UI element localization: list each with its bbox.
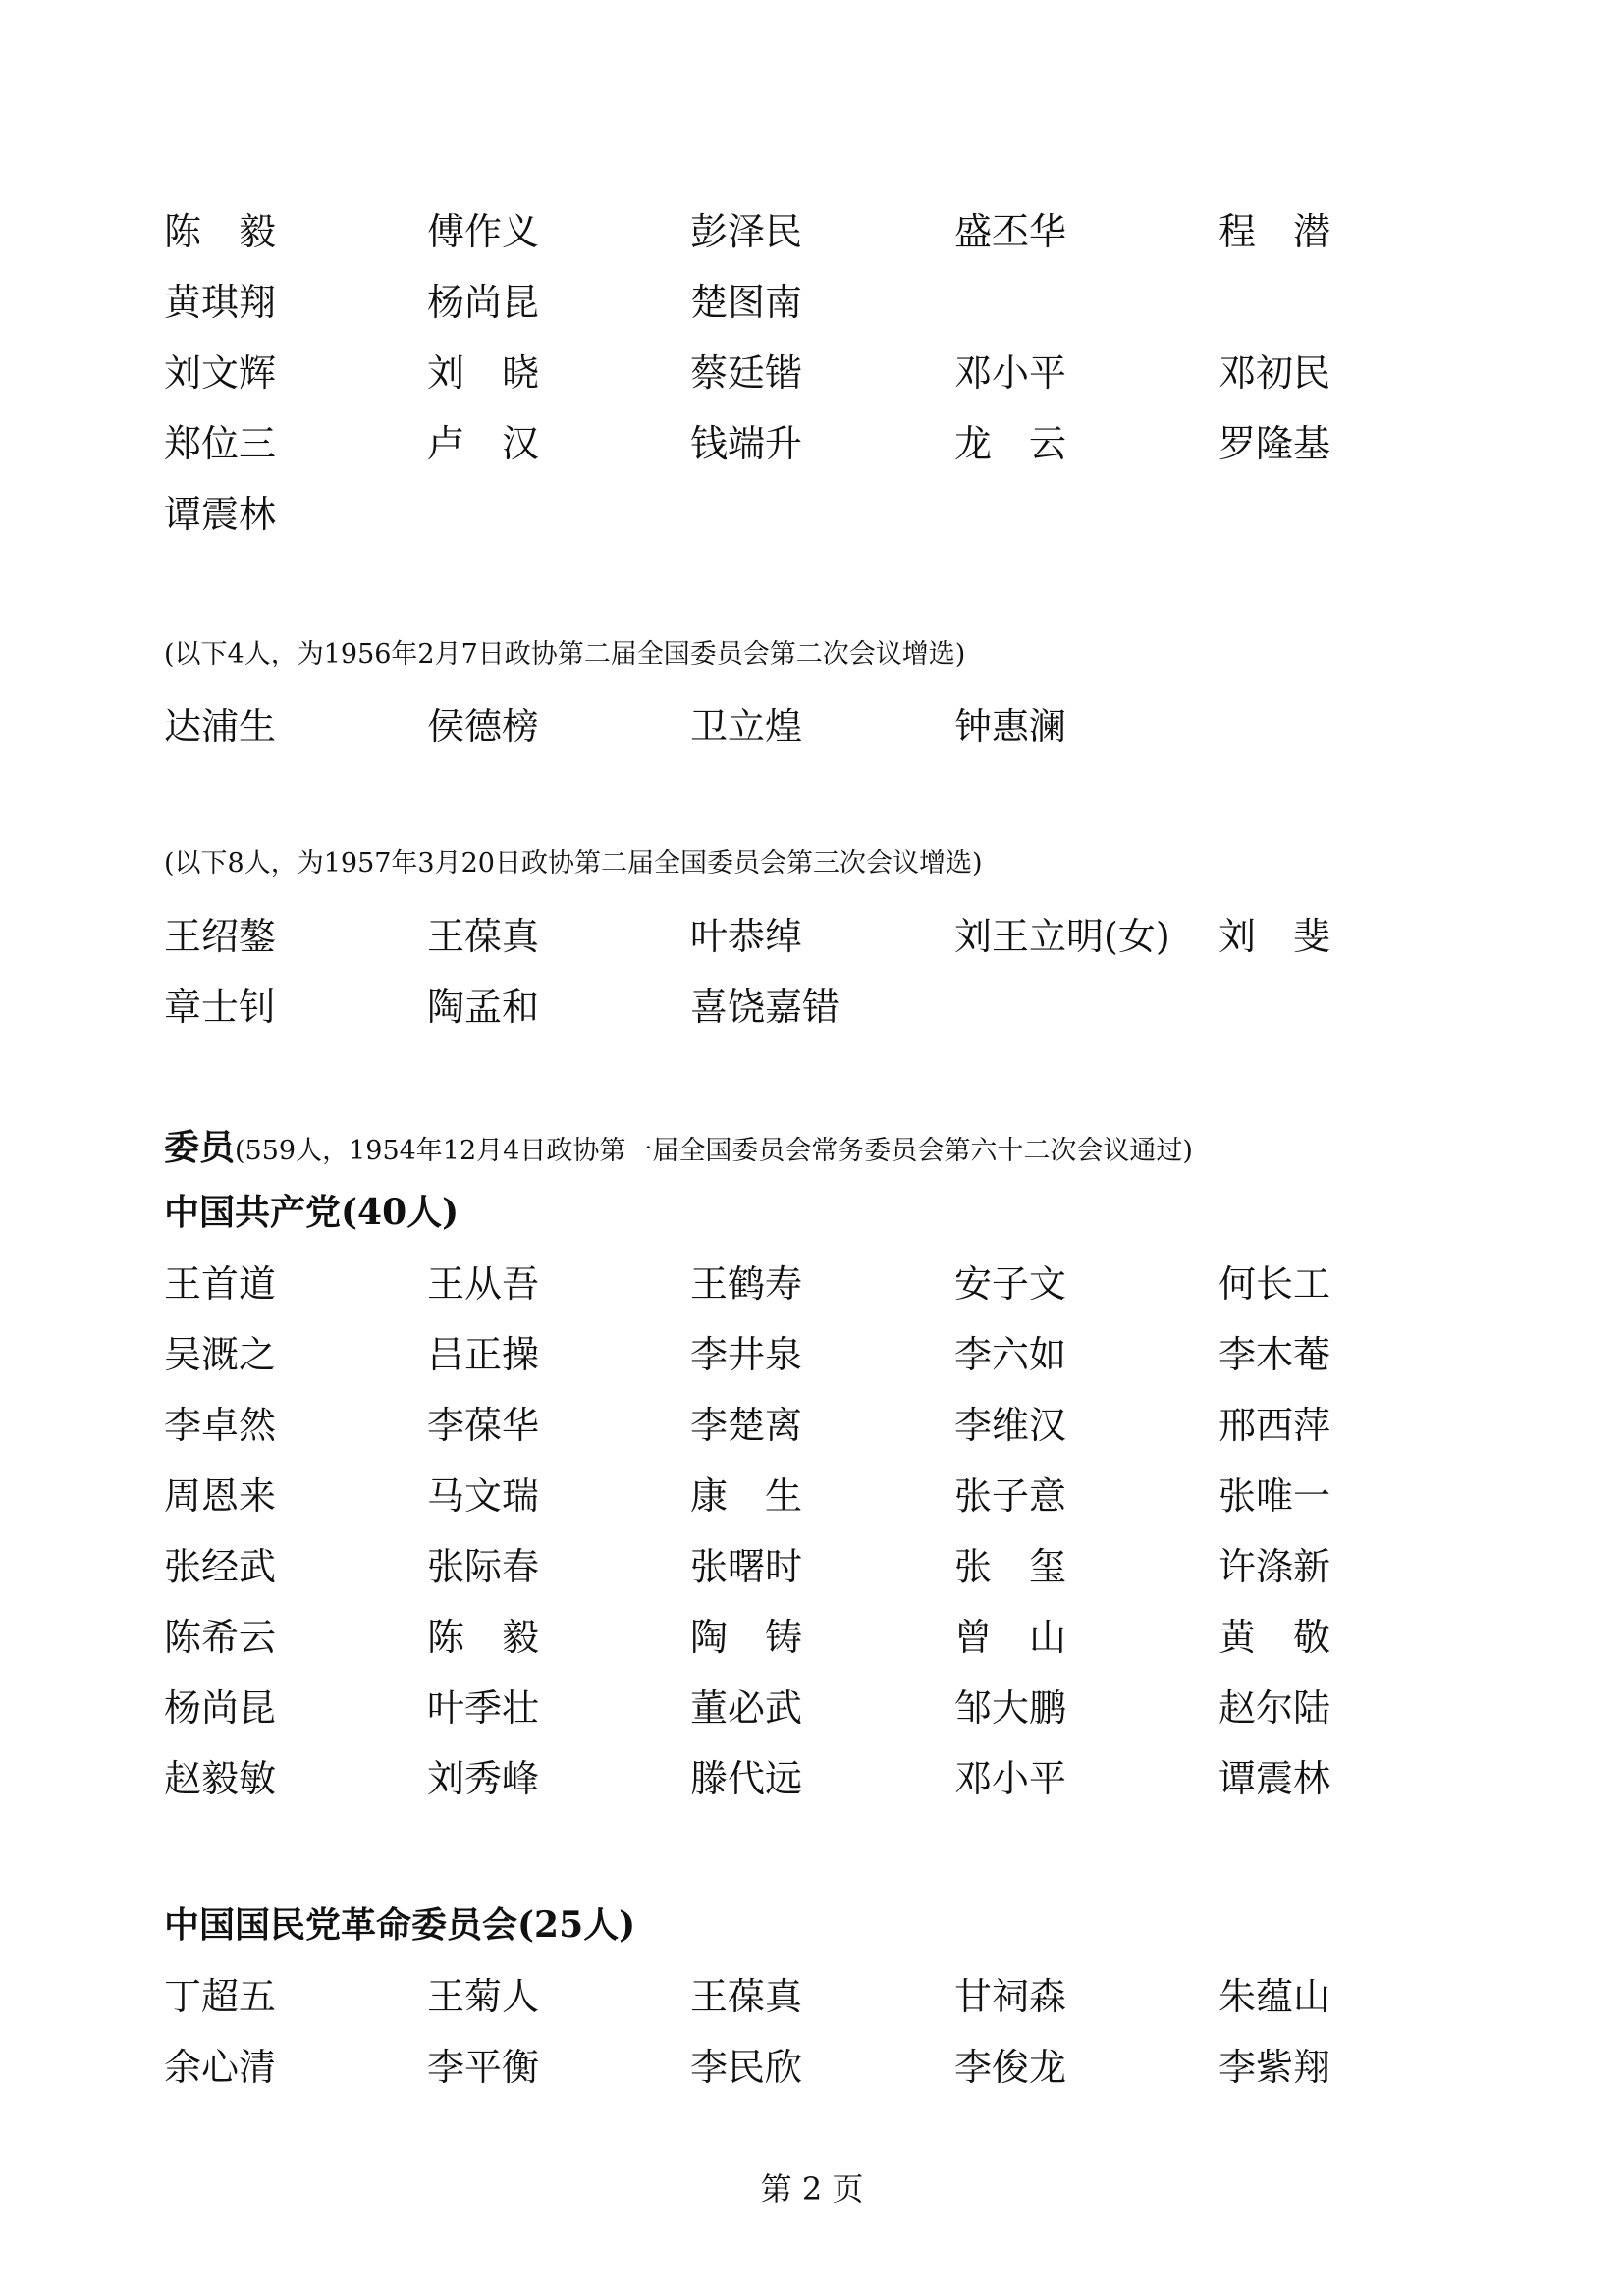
person-name: 邹大鹏	[954, 1686, 1067, 1730]
name-row	[164, 267, 1519, 338]
person-name: 张际春	[427, 1545, 540, 1588]
person-name: 章士钊	[164, 986, 277, 1029]
person-name: 邓小平	[954, 1757, 1067, 1800]
person-name: 周恩来	[164, 1474, 277, 1518]
person-name: 卢 汉	[427, 422, 540, 465]
person-name: 朱蕴山	[1218, 1975, 1331, 2018]
members-heading	[164, 1123, 1193, 1176]
person-name: 董必武	[690, 1686, 803, 1730]
person-name: 达浦生	[164, 705, 277, 748]
person-name: 卫立煌	[690, 705, 803, 748]
person-name: 黄 敬	[1218, 1616, 1331, 1659]
person-name: 康 生	[690, 1474, 803, 1518]
person-name: 叶季壮	[427, 1686, 540, 1730]
person-name: 赵毅敏	[164, 1757, 277, 1800]
person-name: 余心清	[164, 2046, 277, 2089]
person-name: 王葆真	[427, 915, 540, 958]
name-row	[164, 691, 1519, 762]
person-name: 程 潜	[1218, 210, 1331, 253]
person-name: 刘 晓	[427, 351, 540, 395]
person-name: 许涤新	[1218, 1545, 1331, 1588]
person-name: 刘秀峰	[427, 1757, 540, 1800]
name-row	[164, 408, 1519, 479]
person-name: 李维汉	[954, 1404, 1067, 1447]
person-name: 李六如	[954, 1333, 1067, 1376]
person-name: 喜饶嘉错	[690, 986, 840, 1029]
person-name: 赵尔陆	[1218, 1686, 1331, 1730]
person-name: 王菊人	[427, 1975, 540, 2018]
person-name: 丁超五	[164, 1975, 277, 2018]
person-name: 王葆真	[690, 1975, 803, 2018]
names-1956-additions	[164, 691, 1519, 762]
person-name: 邓初民	[1218, 351, 1331, 395]
members-note: (559人，1954年12月4日政协第一届全国委员会常务委员会第六十二次会议通过)	[235, 1136, 1193, 1166]
person-name: 邢西萍	[1218, 1404, 1331, 1447]
person-name: 王绍鏊	[164, 915, 277, 958]
standing-committee-names-continued	[164, 196, 1519, 550]
person-name: 李民欣	[690, 2046, 803, 2089]
cpc-heading: 中国共产党(40人)	[164, 1192, 460, 1233]
person-name: 罗隆基	[1218, 422, 1331, 465]
person-name: 叶恭绰	[690, 915, 803, 958]
person-name: 陈 毅	[164, 210, 277, 253]
person-name: 李俊龙	[954, 2046, 1067, 2089]
name-row	[164, 196, 1519, 267]
person-name: 张 玺	[954, 1545, 1067, 1588]
person-name: 张曙时	[690, 1545, 803, 1588]
name-row	[164, 1319, 1519, 1390]
person-name: 李木菴	[1218, 1333, 1331, 1376]
person-name: 侯德榜	[427, 705, 540, 748]
person-name: 钟惠澜	[954, 705, 1067, 748]
cpc-member-names	[164, 1249, 1519, 1814]
person-name: 蔡廷锴	[690, 351, 803, 395]
person-name: 钱端升	[690, 422, 803, 465]
person-name: 楚图南	[690, 281, 803, 324]
person-name: 曾 山	[954, 1616, 1067, 1659]
person-name: 王鹤寿	[690, 1262, 803, 1306]
person-name: 彭泽民	[690, 210, 803, 253]
person-name: 何长工	[1218, 1262, 1331, 1306]
person-name: 李楚离	[690, 1404, 803, 1447]
person-name: 李卓然	[164, 1404, 277, 1447]
page-number: 第 2 页	[760, 2170, 864, 2208]
person-name: 王从吾	[427, 1262, 540, 1306]
person-name: 甘祠森	[954, 1975, 1067, 2018]
person-name: 杨尚昆	[427, 281, 540, 324]
person-name: 盛丕华	[954, 210, 1067, 253]
name-row	[164, 901, 1519, 972]
kmt-rev-heading: 中国国民党革命委员会(25人)	[164, 1904, 636, 1946]
name-row	[164, 1602, 1519, 1673]
person-name: 刘 斐	[1218, 915, 1331, 958]
note-1956-additions: (以下4人，为1956年2月7日政协第二届全国委员会第二次会议增选)	[164, 639, 966, 669]
names-1957-additions	[164, 901, 1519, 1042]
person-name: 安子文	[954, 1262, 1067, 1306]
person-name: 李平衡	[427, 2046, 540, 2089]
person-name: 陶孟和	[427, 986, 540, 1029]
person-name: 陶 铸	[690, 1616, 803, 1659]
kmt-rev-member-names	[164, 1961, 1519, 2103]
members-title: 委员	[164, 1127, 236, 1168]
name-row	[164, 1673, 1519, 1743]
note-1957-additions: (以下8人，为1957年3月20日政协第二届全国委员会第三次会议增选)	[164, 848, 983, 879]
person-name: 张子意	[954, 1474, 1067, 1518]
person-name: 张唯一	[1218, 1474, 1331, 1518]
person-name: 李紫翔	[1218, 2046, 1331, 2089]
name-row	[164, 479, 1519, 550]
person-name: 王首道	[164, 1262, 277, 1306]
person-name: 张经武	[164, 1545, 277, 1588]
person-name: 谭震林	[164, 493, 277, 536]
name-row	[164, 1390, 1519, 1461]
person-name: 陈 毅	[427, 1616, 540, 1659]
name-row	[164, 1461, 1519, 1531]
person-name: 杨尚昆	[164, 1686, 277, 1730]
name-row	[164, 2032, 1519, 2103]
name-row	[164, 972, 1519, 1042]
person-name: 龙 云	[954, 422, 1067, 465]
person-name: 谭震林	[1218, 1757, 1331, 1800]
name-row	[164, 338, 1519, 408]
person-name: 邓小平	[954, 351, 1067, 395]
name-row	[164, 1531, 1519, 1602]
person-name: 马文瑞	[427, 1474, 540, 1518]
name-row	[164, 1961, 1519, 2032]
person-name: 刘王立明(女)	[954, 915, 1170, 958]
person-name: 郑位三	[164, 422, 277, 465]
person-name: 陈希云	[164, 1616, 277, 1659]
person-name: 刘文辉	[164, 351, 277, 395]
name-row	[164, 1249, 1519, 1319]
name-row	[164, 1743, 1519, 1814]
person-name: 滕代远	[690, 1757, 803, 1800]
person-name: 吕正操	[427, 1333, 540, 1376]
person-name: 李葆华	[427, 1404, 540, 1447]
person-name: 黄琪翔	[164, 281, 277, 324]
person-name: 吴溉之	[164, 1333, 277, 1376]
person-name: 傅作义	[427, 210, 540, 253]
person-name: 李井泉	[690, 1333, 803, 1376]
